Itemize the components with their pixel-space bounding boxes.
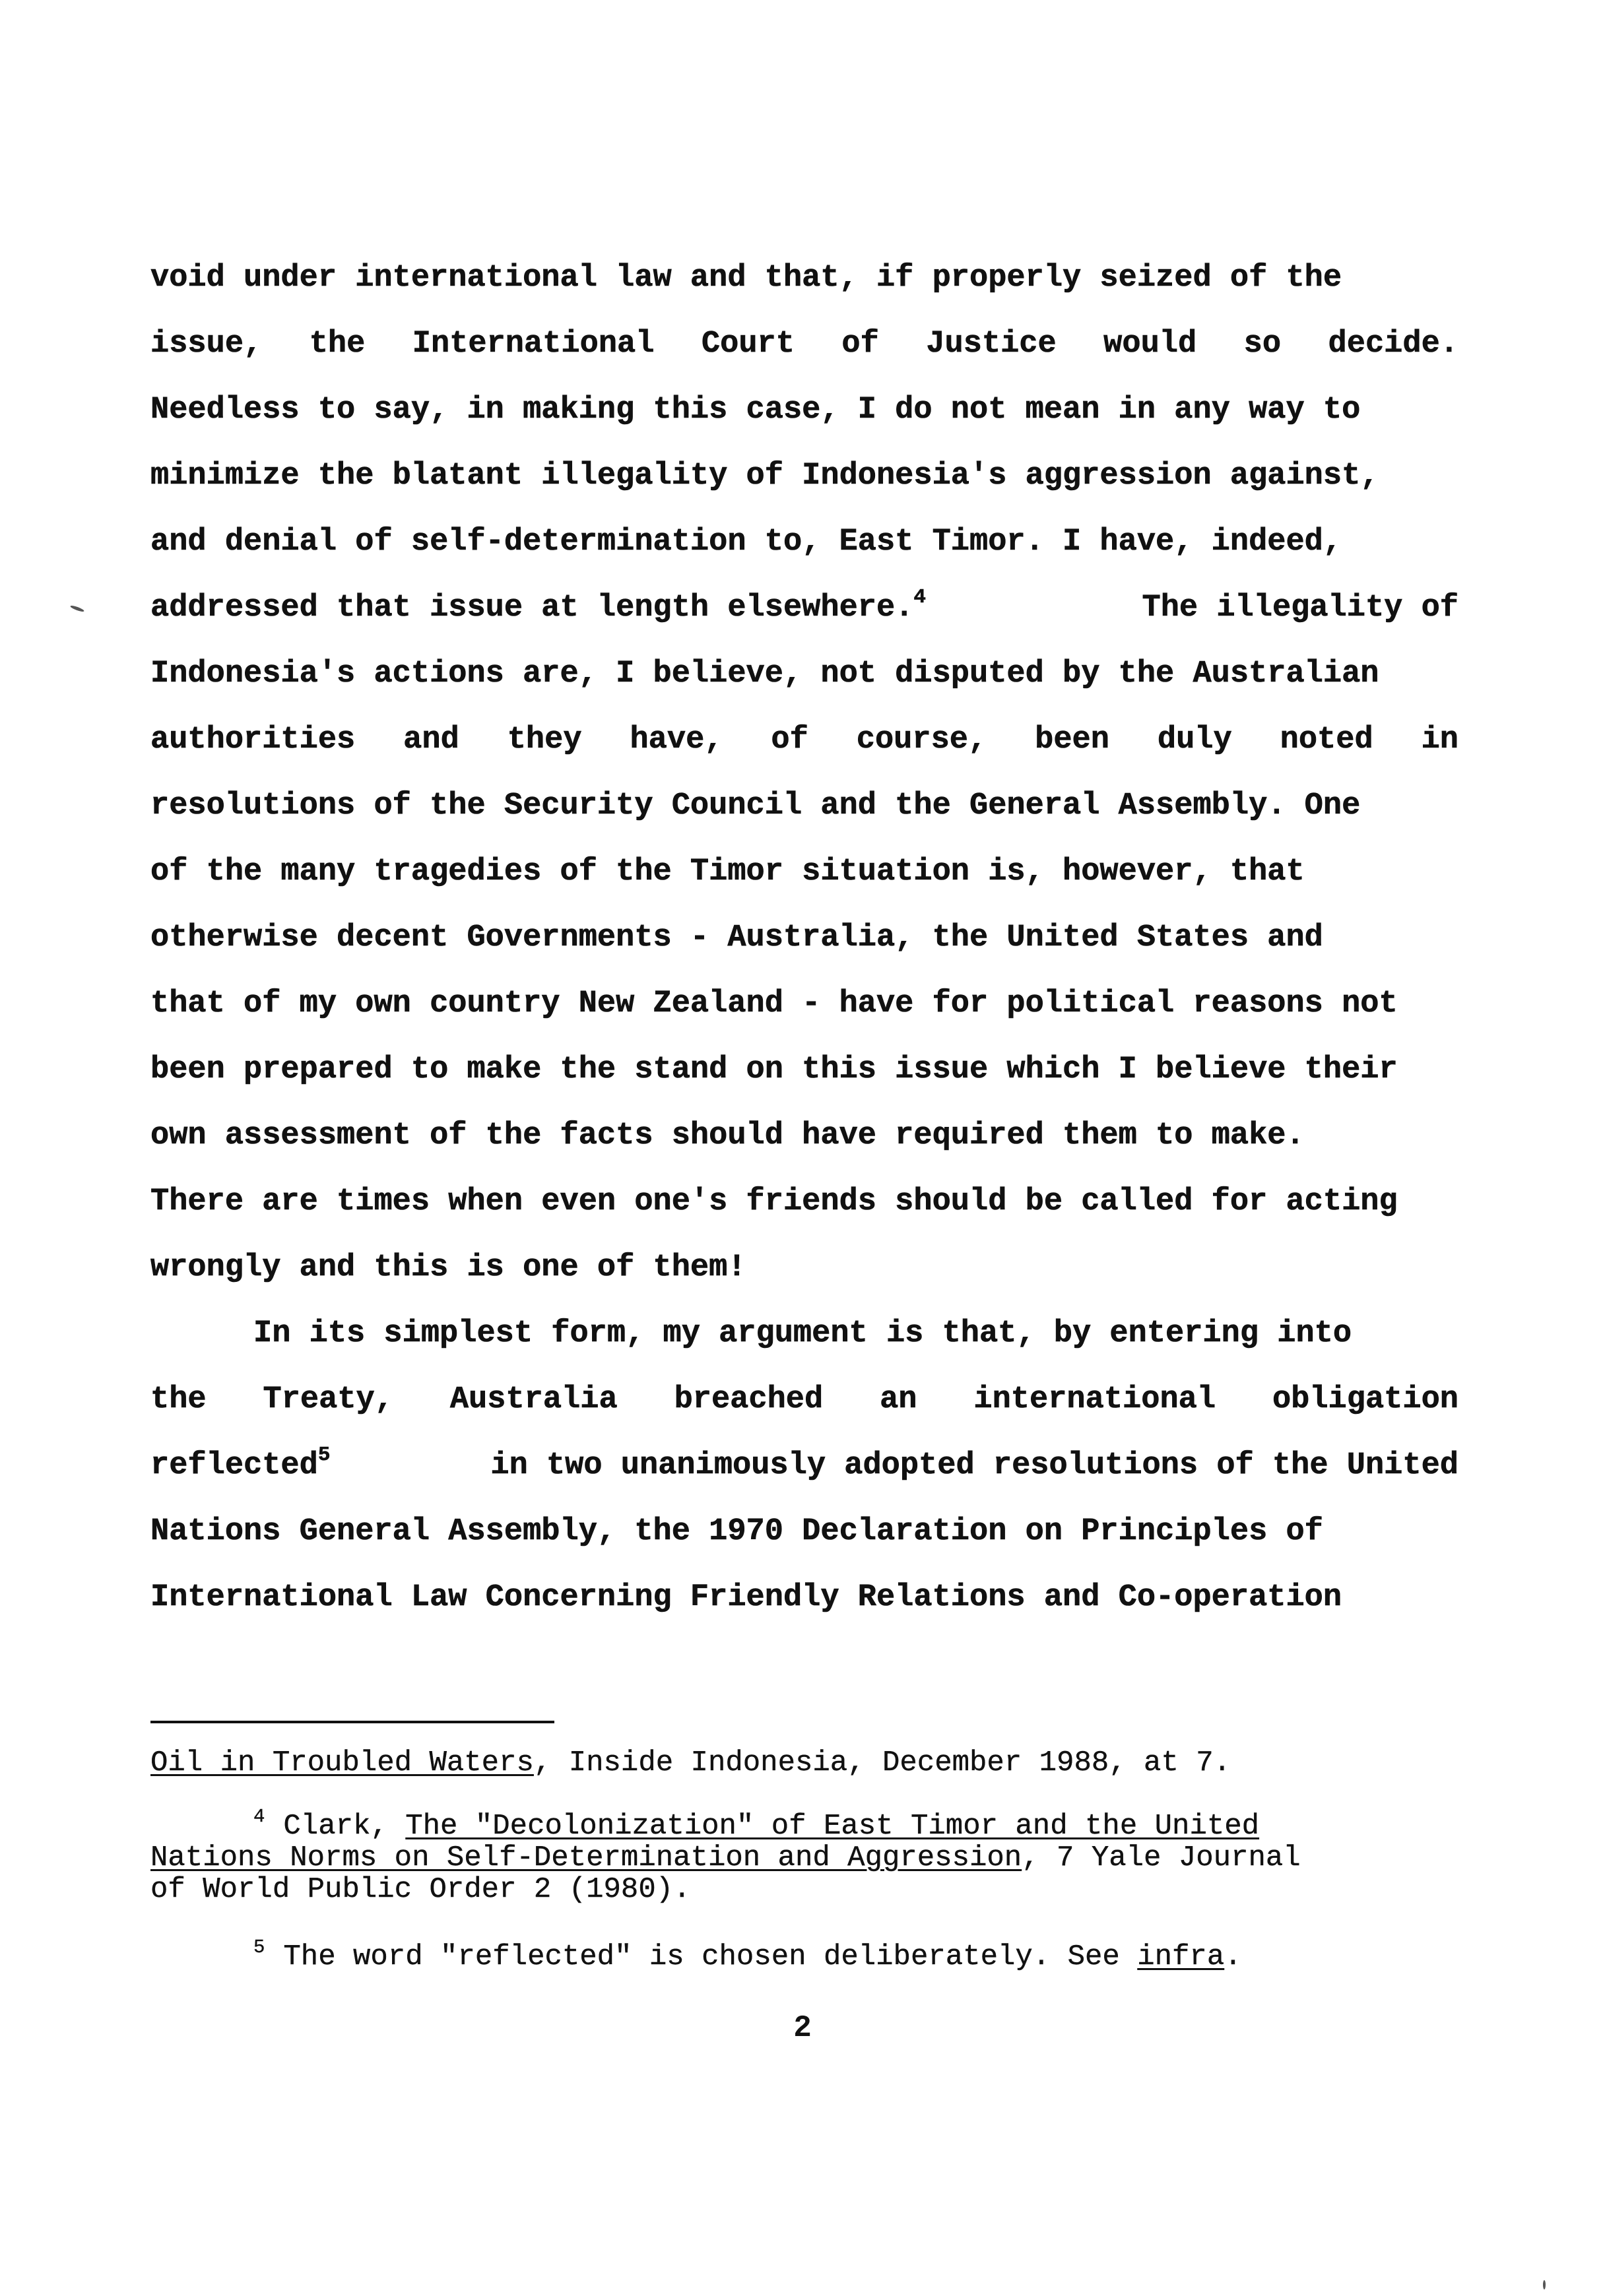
body-line: the Treaty, Australia breached an international obligation [150,1382,1458,1417]
body-line: wrongly and this is one of them! [150,1250,746,1285]
footnote-number: 5 [253,1936,265,1958]
cited-title: Oil in Troubled Waters [150,1746,534,1779]
body-line-segment: addressed that issue at length elsewhere. [150,590,914,625]
body-line: International Law Concerning Friendly Relations and Co-operation [150,1580,1342,1615]
footnote-number: 4 [253,1806,265,1828]
body-line: minimize the blatant illegality of Indonesia's aggression against, [150,459,1379,494]
body-line: been prepared to make the stand on this issue which I believe their [150,1052,1398,1087]
body-line-with-footnote-ref [150,1433,1458,1499]
body-line-segment: in two unanimously adopted resolutions of the United [490,1448,1458,1483]
page-number: 2 [793,2011,812,2045]
body-line: of the many tragedies of the Timor situation is, however, that [150,854,1305,889]
cross-reference: infra [1137,1940,1225,1973]
body-line: There are times when even one's friends should be called for acting [150,1184,1398,1219]
body-line-segment: The illegality of [1142,590,1458,625]
scan-mark [70,604,84,612]
cited-title: Nations Norms on Self-Determination and Aggression [150,1841,1022,1874]
body-line: Nations General Assembly, the 1970 Declaration on Principles of [150,1514,1323,1549]
body-line: Indonesia's actions are, I believe, not disputed by the Australian [150,656,1379,691]
body-line: and denial of self-determination to, East Timor. I have, indeed, [150,525,1342,559]
footnote-continuation [150,1747,1458,1779]
scan-mark [1543,2280,1546,2289]
footnote-text: The word "reflected" is chosen deliberately. See [283,1940,1138,1973]
footnote-5 [150,1936,1458,1973]
body-line: resolutions of the Security Council and the General Assembly. One [150,788,1361,823]
paragraph-start-line: In its simplest form, my argument is that, by entering into [253,1316,1352,1351]
footnote-text: . [1224,1940,1242,1973]
footnote-divider [150,1721,554,1723]
cited-title: The "Decolonization" of East Timor and the United [405,1810,1260,1843]
body-line: own assessment of the facts should have required them to make. [150,1118,1305,1153]
body-line: authorities and they have, of course, been duly noted in [150,722,1458,757]
body-line: otherwise decent Governments - Australia, the United States and [150,920,1323,955]
body-line: Needless to say, in making this case, I do not mean in any way to [150,393,1361,428]
citation-text: , Inside Indonesia, December 1988, at 7. [533,1746,1231,1779]
body-line-segment: reflected [150,1448,318,1483]
footnote-4 [150,1806,1458,1906]
body-line-with-footnote-ref [150,575,1458,641]
body-line: issue, the International Court of Justice would so decide. [150,327,1458,362]
citation-text: , 7 Yale Journal [1022,1841,1301,1874]
body-text [150,245,1458,1631]
body-line: void under international law and that, if properly seized of the [150,261,1342,296]
body-line: that of my own country New Zealand - have for political reasons not [150,986,1398,1021]
citation-text: of World Public Order 2 (1980). [150,1873,691,1906]
footnote-ref-4[interactable]: 4 [913,586,926,609]
footnote-ref-5[interactable]: 5 [317,1444,331,1467]
footnote-author: Clark, [283,1810,406,1843]
